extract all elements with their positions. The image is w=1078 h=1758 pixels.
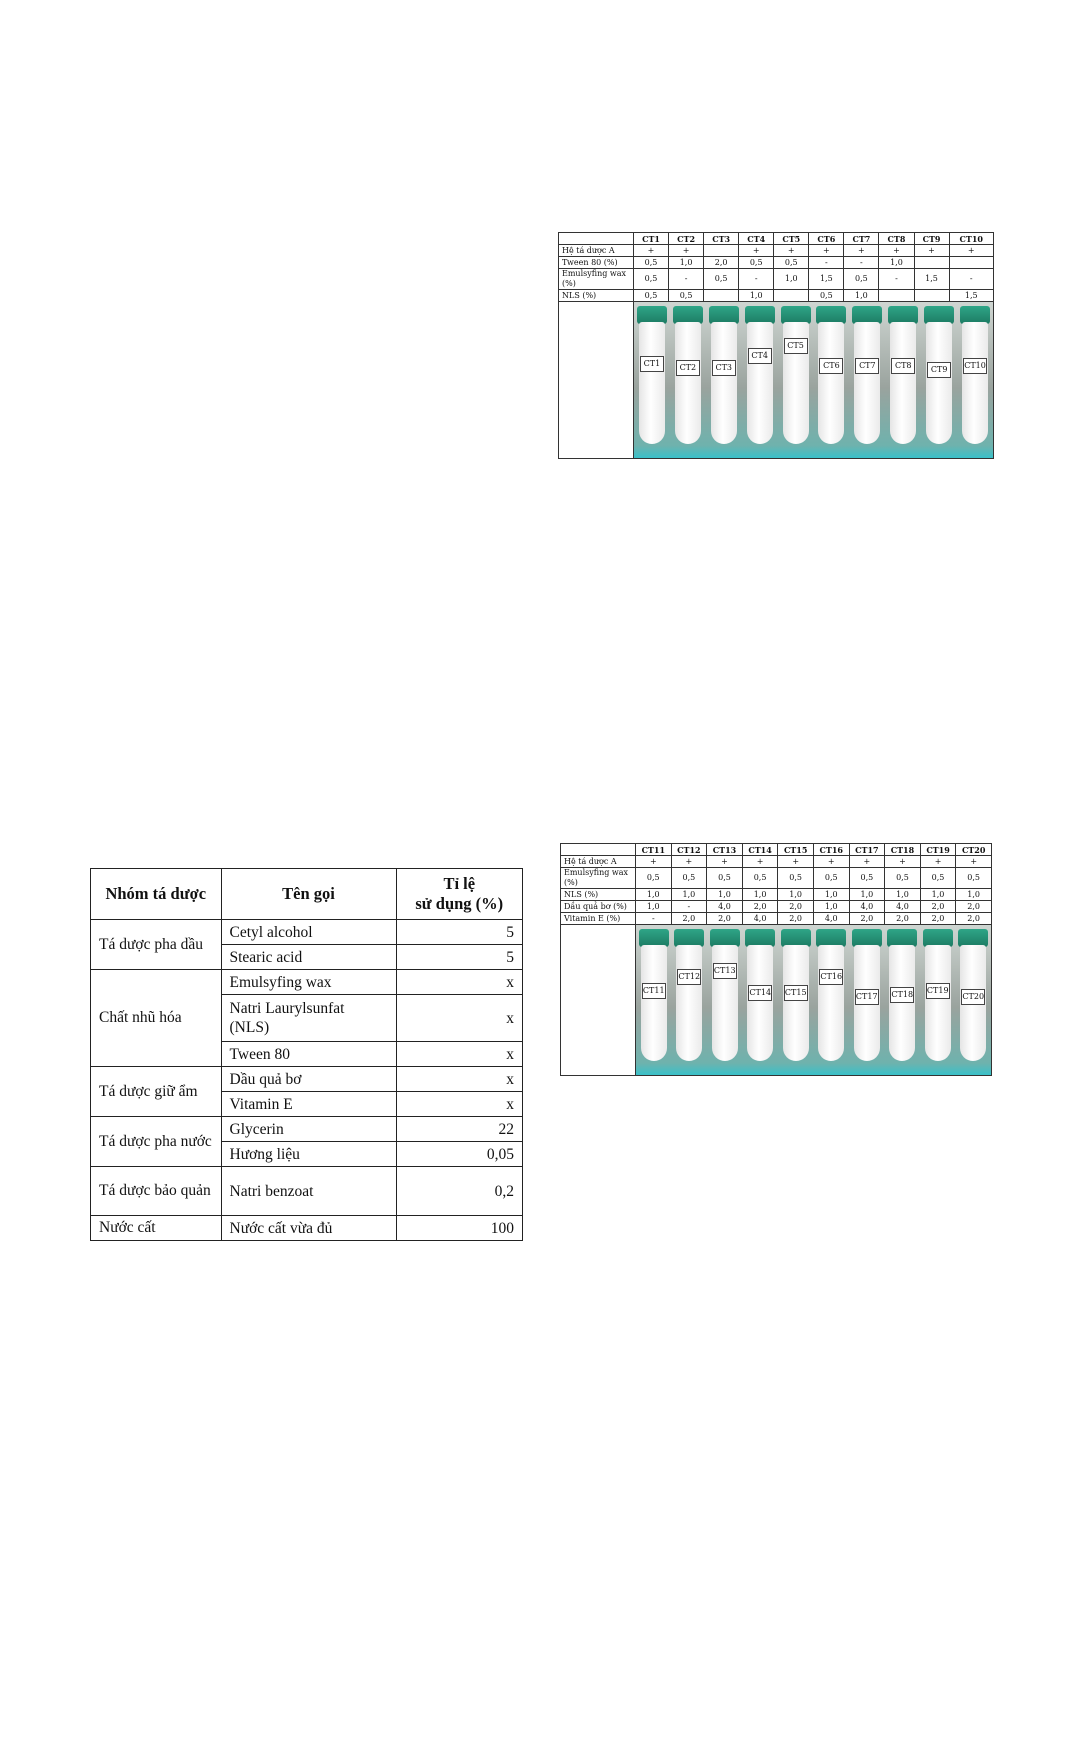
table-row [561, 856, 992, 868]
excipient-header-row [91, 869, 523, 920]
tube-label: CT12 [677, 969, 701, 985]
tube-label: CT11 [642, 983, 666, 999]
row-label: Tween 80 (%) [559, 257, 634, 269]
row-label: Emulsyfing wax (%) [561, 868, 636, 889]
column-header: CT1 [634, 233, 669, 245]
test-tube [890, 322, 916, 444]
name-cell: Natri Laurylsunfat (NLS) [221, 995, 396, 1042]
group-cell: Tá dược giữ ẩm [91, 1067, 222, 1117]
value-cell: 0,5 [844, 269, 879, 290]
value-cell: 1,5 [809, 269, 844, 290]
tube-label: CT4 [748, 348, 772, 364]
value-cell: 0,5 [634, 290, 669, 302]
value-cell: + [956, 856, 992, 868]
column-header: CT10 [949, 233, 993, 245]
value-cell: + [774, 245, 809, 257]
tubes-photo [634, 302, 994, 459]
value-cell: 2,0 [704, 257, 739, 269]
tube-label: CT7 [855, 358, 879, 374]
test-tube [675, 322, 701, 444]
column-header: CT2 [669, 233, 704, 245]
value-cell: + [634, 245, 669, 257]
ratio-cell: x [396, 1042, 522, 1067]
column-header: CT8 [879, 233, 914, 245]
tube-label: CT13 [713, 963, 737, 979]
value-cell: + [849, 856, 885, 868]
value-cell: 1,5 [914, 269, 949, 290]
photo-label-cell [561, 925, 636, 1076]
value-cell: 0,5 [920, 868, 956, 889]
photo-row [561, 925, 992, 1076]
tube-label: CT17 [855, 989, 879, 1005]
table-row [91, 920, 523, 945]
column-header: CT3 [704, 233, 739, 245]
column-header: CT16 [813, 844, 849, 856]
column-header: CT14 [742, 844, 778, 856]
value-cell: 1,5 [949, 290, 993, 302]
column-header: CT18 [885, 844, 921, 856]
value-cell [949, 257, 993, 269]
table-row [91, 1117, 523, 1142]
photo-label-cell [559, 302, 634, 459]
value-cell: 0,5 [671, 868, 707, 889]
tubes-photo [636, 925, 992, 1076]
test-tube [639, 322, 665, 444]
value-cell: 1,0 [636, 889, 672, 901]
tube-label: CT19 [926, 983, 950, 999]
tube-label: CT6 [819, 358, 843, 374]
name-cell: Cetyl alcohol [221, 920, 396, 945]
header-ratio: Tỉ lệ sử dụng (%) [396, 869, 522, 920]
value-cell: 1,0 [849, 889, 885, 901]
value-cell: 1,0 [879, 257, 914, 269]
tube-label: CT3 [712, 360, 736, 376]
value-cell: 2,0 [778, 901, 814, 913]
value-cell [774, 290, 809, 302]
value-cell: 1,0 [813, 889, 849, 901]
tube-label: CT14 [748, 985, 772, 1001]
value-cell: + [879, 245, 914, 257]
value-cell [704, 245, 739, 257]
table-row [559, 290, 994, 302]
value-cell: 2,0 [920, 901, 956, 913]
formulation-table-2 [560, 843, 992, 1076]
value-cell [914, 257, 949, 269]
table-row [561, 913, 992, 925]
value-cell: 0,5 [707, 868, 743, 889]
value-cell: 2,0 [778, 913, 814, 925]
tube-label: CT16 [819, 969, 843, 985]
formulation-table-1 [558, 232, 994, 459]
value-cell: 1,0 [813, 901, 849, 913]
value-cell: 0,5 [704, 269, 739, 290]
value-cell [879, 290, 914, 302]
test-tube [783, 945, 809, 1061]
value-cell: 0,5 [849, 868, 885, 889]
table-row [561, 868, 992, 889]
value-cell: 1,0 [742, 889, 778, 901]
value-cell: 2,0 [671, 913, 707, 925]
value-cell: + [742, 856, 778, 868]
name-cell: Hương liệu [221, 1142, 396, 1167]
value-cell: + [778, 856, 814, 868]
value-cell: 1,0 [956, 889, 992, 901]
test-tube [818, 945, 844, 1061]
value-cell: 1,0 [885, 889, 921, 901]
name-cell: Nước cất vừa đủ [221, 1216, 396, 1241]
name-cell: Dầu quả bơ [221, 1067, 396, 1092]
value-cell: 1,0 [739, 290, 774, 302]
value-cell: 4,0 [813, 913, 849, 925]
value-cell: 1,0 [774, 269, 809, 290]
value-cell: - [739, 269, 774, 290]
formulation-header-row [559, 233, 994, 245]
test-tube [818, 322, 844, 444]
value-cell: - [809, 257, 844, 269]
value-cell: + [949, 245, 993, 257]
value-cell: 2,0 [885, 913, 921, 925]
header-group: Nhóm tá dược [91, 869, 222, 920]
ratio-cell: 100 [396, 1216, 522, 1241]
value-cell: 0,5 [669, 290, 704, 302]
column-header: CT7 [844, 233, 879, 245]
test-tube [676, 945, 702, 1061]
ratio-cell: 0,05 [396, 1142, 522, 1167]
ratio-cell: 5 [396, 920, 522, 945]
test-tube [854, 322, 880, 444]
table-row [91, 1167, 523, 1216]
table-row [561, 889, 992, 901]
test-tube [962, 322, 988, 444]
row-label: Dầu quả bơ (%) [561, 901, 636, 913]
column-header: CT17 [849, 844, 885, 856]
tube-label: CT5 [784, 338, 808, 354]
table-row [91, 1067, 523, 1092]
header-name: Tên gọi [221, 869, 396, 920]
value-cell: + [669, 245, 704, 257]
value-cell: + [809, 245, 844, 257]
column-header: CT9 [914, 233, 949, 245]
value-cell: + [671, 856, 707, 868]
group-cell: Tá dược pha nước [91, 1117, 222, 1167]
column-header: CT4 [739, 233, 774, 245]
tube-label: CT1 [640, 356, 664, 372]
tube-label: CT20 [961, 989, 985, 1005]
value-cell: + [914, 245, 949, 257]
value-cell: 1,0 [778, 889, 814, 901]
tube-label: CT9 [927, 362, 951, 378]
photo-row [559, 302, 994, 459]
ratio-cell: 5 [396, 945, 522, 970]
value-cell: 4,0 [707, 901, 743, 913]
ratio-cell: x [396, 1092, 522, 1117]
table-row [91, 1216, 523, 1241]
group-cell: Tá dược pha dầu [91, 920, 222, 970]
value-cell: - [671, 901, 707, 913]
value-cell: + [885, 856, 921, 868]
value-cell: + [739, 245, 774, 257]
test-tube [747, 945, 773, 1061]
value-cell: 0,5 [809, 290, 844, 302]
value-cell: - [669, 269, 704, 290]
corner-cell [559, 233, 634, 245]
value-cell: 0,5 [636, 868, 672, 889]
value-cell: 0,5 [634, 269, 669, 290]
value-cell: - [949, 269, 993, 290]
column-header: CT15 [778, 844, 814, 856]
ratio-cell: x [396, 970, 522, 995]
test-tube [711, 322, 737, 444]
value-cell: - [636, 913, 672, 925]
value-cell: 4,0 [742, 913, 778, 925]
column-header: CT5 [774, 233, 809, 245]
value-cell: 1,0 [844, 290, 879, 302]
row-label: NLS (%) [561, 889, 636, 901]
table-row [559, 269, 994, 290]
ratio-cell: x [396, 1067, 522, 1092]
table-row [561, 901, 992, 913]
tube-label: CT18 [890, 987, 914, 1003]
value-cell: 4,0 [885, 901, 921, 913]
table-row [559, 245, 994, 257]
value-cell: 1,0 [671, 889, 707, 901]
value-cell: 2,0 [742, 901, 778, 913]
value-cell: 1,0 [707, 889, 743, 901]
row-label: Emulsyfing wax (%) [559, 269, 634, 290]
column-header: CT20 [956, 844, 992, 856]
value-cell: 0,5 [885, 868, 921, 889]
name-cell: Emulsyfing wax [221, 970, 396, 995]
table-row [91, 970, 523, 995]
row-label: Hệ tá dược A [561, 856, 636, 868]
test-tube [889, 945, 915, 1061]
column-header: CT6 [809, 233, 844, 245]
column-header: CT19 [920, 844, 956, 856]
value-cell: 0,5 [739, 257, 774, 269]
test-tube [926, 322, 952, 444]
name-cell: Stearic acid [221, 945, 396, 970]
value-cell: 0,5 [742, 868, 778, 889]
name-cell: Vitamin E [221, 1092, 396, 1117]
column-header: CT13 [707, 844, 743, 856]
row-label: Hệ tá dược A [559, 245, 634, 257]
value-cell: - [879, 269, 914, 290]
row-label: Vitamin E (%) [561, 913, 636, 925]
group-cell: Chất nhũ hóa [91, 970, 222, 1067]
tube-label: CT2 [676, 360, 700, 376]
value-cell: + [636, 856, 672, 868]
test-tube [925, 945, 951, 1061]
formulation-header-row [561, 844, 992, 856]
table-row [559, 257, 994, 269]
value-cell: 0,5 [956, 868, 992, 889]
value-cell: 2,0 [956, 913, 992, 925]
corner-cell [561, 844, 636, 856]
group-cell: Nước cất [91, 1216, 222, 1241]
value-cell: 0,5 [778, 868, 814, 889]
column-header: CT12 [671, 844, 707, 856]
name-cell: Tween 80 [221, 1042, 396, 1067]
tube-label: CT8 [891, 358, 915, 374]
row-label: NLS (%) [559, 290, 634, 302]
value-cell: 0,5 [774, 257, 809, 269]
value-cell: 0,5 [813, 868, 849, 889]
ratio-cell: x [396, 995, 522, 1042]
value-cell [914, 290, 949, 302]
group-cell: Tá dược bảo quản [91, 1167, 222, 1216]
test-tube [747, 322, 773, 444]
column-header: CT11 [636, 844, 672, 856]
ratio-cell: 22 [396, 1117, 522, 1142]
ratio-cell: 0,2 [396, 1167, 522, 1216]
tube-label: CT15 [784, 985, 808, 1001]
value-cell [704, 290, 739, 302]
name-cell: Glycerin [221, 1117, 396, 1142]
name-cell: Natri benzoat [221, 1167, 396, 1216]
value-cell: + [707, 856, 743, 868]
value-cell: 1,0 [920, 889, 956, 901]
value-cell: 2,0 [920, 913, 956, 925]
tube-label: CT10 [963, 358, 987, 374]
value-cell: 2,0 [956, 901, 992, 913]
excipient-table [90, 868, 523, 1241]
value-cell: 2,0 [707, 913, 743, 925]
value-cell: + [920, 856, 956, 868]
value-cell: 4,0 [849, 901, 885, 913]
value-cell: + [813, 856, 849, 868]
test-tube [641, 945, 667, 1061]
value-cell: 2,0 [849, 913, 885, 925]
value-cell: 1,0 [636, 901, 672, 913]
value-cell: 0,5 [634, 257, 669, 269]
value-cell: + [844, 245, 879, 257]
value-cell: 1,0 [669, 257, 704, 269]
value-cell: - [844, 257, 879, 269]
